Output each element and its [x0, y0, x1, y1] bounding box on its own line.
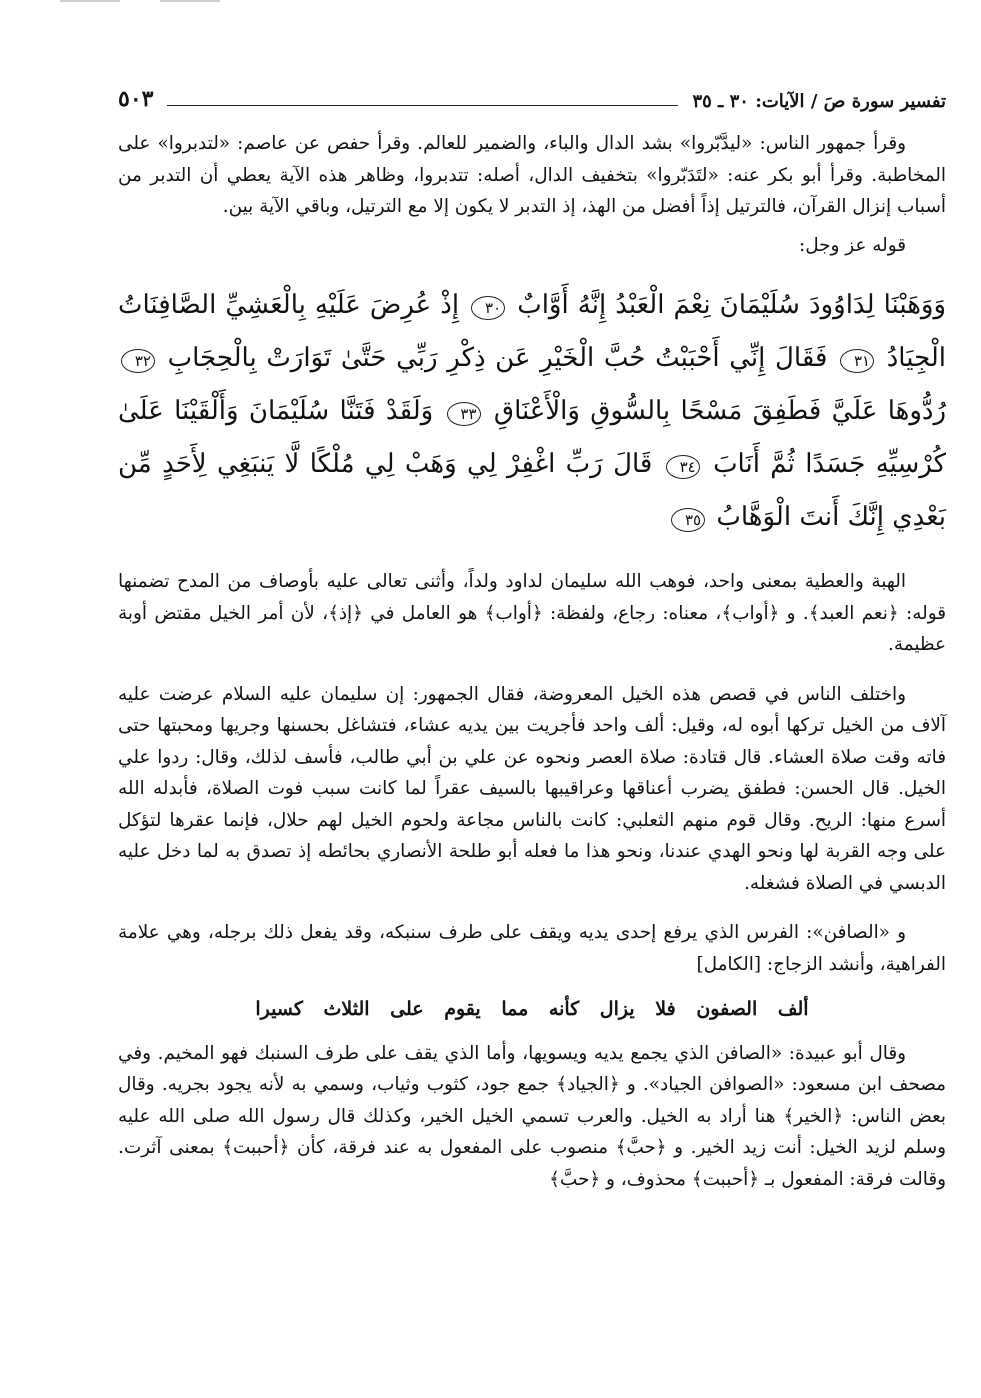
paragraph-gift-meaning: الهبة والعطية بمعنى واحد، فوهب الله سليمان لداود ولداً، وأثنى تعالى عليه بأوصاف من المدح تضمنها قوله: ﴿نعم العبد﴾. و ﴿أواب﴾، معناه: رجاع، ولفظة: ﴿أواب﴾ هو العامل في ﴿إذ﴾، لأن أمر الخيل مقتض أوبة عظيمة.	[118, 571, 946, 655]
verse-number-marker: ٣٥	[671, 508, 705, 532]
page-number: ٥٠٣	[118, 86, 154, 112]
scan-artifact	[60, 0, 120, 2]
verse-number-marker: ٣٠	[471, 296, 505, 320]
paragraph-abu-ubayda: وقال أبو عبيدة: «الصافن الذي يجمع يديه ويسويها، وأما الذي يقف على طرف السنبك فهو المخيم. وفي مصحف ابن مسعود: «الصوافن الجياد». و ﴿الجياد﴾ جمع جود، كثوب وثياب، وسمي به لأنه يجود بجريه. وقال بعض الناس: ﴿الخير﴾ هنا أراد به الخيل. والعرب تسمي الخيل الخير، وكذلك قال رسول الله صلى الله عليه وسلم لزيد الخيل: أنت زيد الخير. و ﴿حبَّ﴾ منصوب على المفعول به عند فرقة، كأن ﴿أحببت﴾ بمعنى آثرت. وقالت فرقة: المفعول بـ ﴿أحببت﴾ محذوف، و ﴿حبَّ﴾	[118, 1042, 946, 1190]
verse-text: رُدُّوهَا عَلَيَّ فَطَفِقَ مَسْحًا بِالسُّوقِ وَالْأَعْنَاقِ	[493, 396, 947, 426]
poem-verse: ألف الصفون فلا يزال كأنه مما يقوم على الثلاث كسيرا	[255, 998, 809, 1020]
paragraph-reading-variants: وقرأ جمهور الناس: «ليدَّبّروا» بشد الدال والباء، والضمير للعالم. وقرأ حفص عن عاصم: «لتدبروا» على المخاطبة. وقرأ أبو بكر عنه: «لتَدَبّروا» بتخفيف الدال، أصله: تتدبروا، وظاهر هذه الآية يعطي أن التدبر من أسباب إنزال القرآن، فالترتيل إذاً أفضل من الهذ، إذ التدبر لا يكون إلا مع الترتيل، وباقي الآية بين.	[118, 133, 946, 217]
verse-text: وَوَهَبْنَا لِدَاوُودَ سُلَيْمَانَ نِعْمَ الْعَبْدُ إِنَّهُ أَوَّابٌ	[517, 290, 947, 320]
quran-verses	[118, 279, 946, 544]
verse-number-marker: ٣٤	[666, 455, 700, 479]
verse-number-marker: ٣٣	[447, 402, 481, 426]
page-body	[118, 128, 946, 1195]
verse-text: فَقَالَ إِنِّي أَحْبَبْتُ حُبَّ الْخَيْرِ عَن ذِكْرِ رَبِّي حَتَّىٰ تَوَارَتْ بِالْحِجَابِ	[167, 343, 828, 373]
verse-number-marker: ٣٢	[121, 349, 155, 373]
verse-text: قَالَ رَبِّ اغْفِرْ لِي وَهَبْ لِي مُلْكًا لَّا يَنبَغِي لِأَحَدٍ مِّن بَعْدِي إِنَّكَ أَنتَ الْوَهَّابُ	[118, 449, 946, 532]
verse-text: إِذْ عُرِضَ عَلَيْهِ بِالْعَشِيِّ الصَّافِنَاتُ الْجِيَادُ	[118, 290, 946, 373]
scan-artifact	[160, 0, 220, 2]
running-header	[118, 80, 946, 112]
header-title: تفسير سورة صَ / الآيات: ٣٠ ـ ٣٥	[692, 91, 946, 112]
header-rule	[167, 105, 678, 106]
verse-intro: قوله عز وجل:	[799, 234, 906, 256]
verse-text: وَلَقَدْ فَتَنَّا سُلَيْمَانَ وَأَلْقَيْنَا عَلَىٰ كُرْسِيِّهِ جَسَدًا ثُمَّ أَنَابَ	[118, 396, 947, 479]
verse-number-marker: ٣١	[840, 349, 874, 373]
paragraph-horses-story: واختلف الناس في قصص هذه الخيل المعروضة، فقال الجمهور: إن سليمان عليه السلام عرضت عليه آلاف من الخيل تركها أبوه له، وقيل: ألف واحد فأجريت بين يديه عشاء، فتشاغل بحسنها وجريها ومحبتها حتى فاته وقت صلاة العشاء. قال قتادة: صلاة العصر ونحوه عن علي بن أبي طالب، فأسف لذلك، وقال: ردوا علي الخيل. قال الحسن: فطفق يضرب أعناقها وعراقيبها بالسيف عقراً لما كانت سبب فوت الصلاة، فأبدله الله أسرع منها: الريح. وقال قوم منهم الثعلبي: كانت بالناس مجاعة ولحوم الخيل لهم حلال، فإنما عقرها لتؤكل على وجه القربة لها ونحو الهدي عندنا، ونحو هذا ما فعله أبو طلحة الأنصاري بحائطه إذ تصدق به لما دخل عليه الدبسي في الصلاة فشغله.	[118, 683, 946, 894]
paragraph-safin-definition: و «الصافن»: الفرس الذي يرفع إحدى يديه ويقف على طرف سنبكه، وقد يفعل ذلك برجله، وهي علامة الفراهية، وأنشد الزجاج: [الكامل]	[118, 922, 946, 975]
